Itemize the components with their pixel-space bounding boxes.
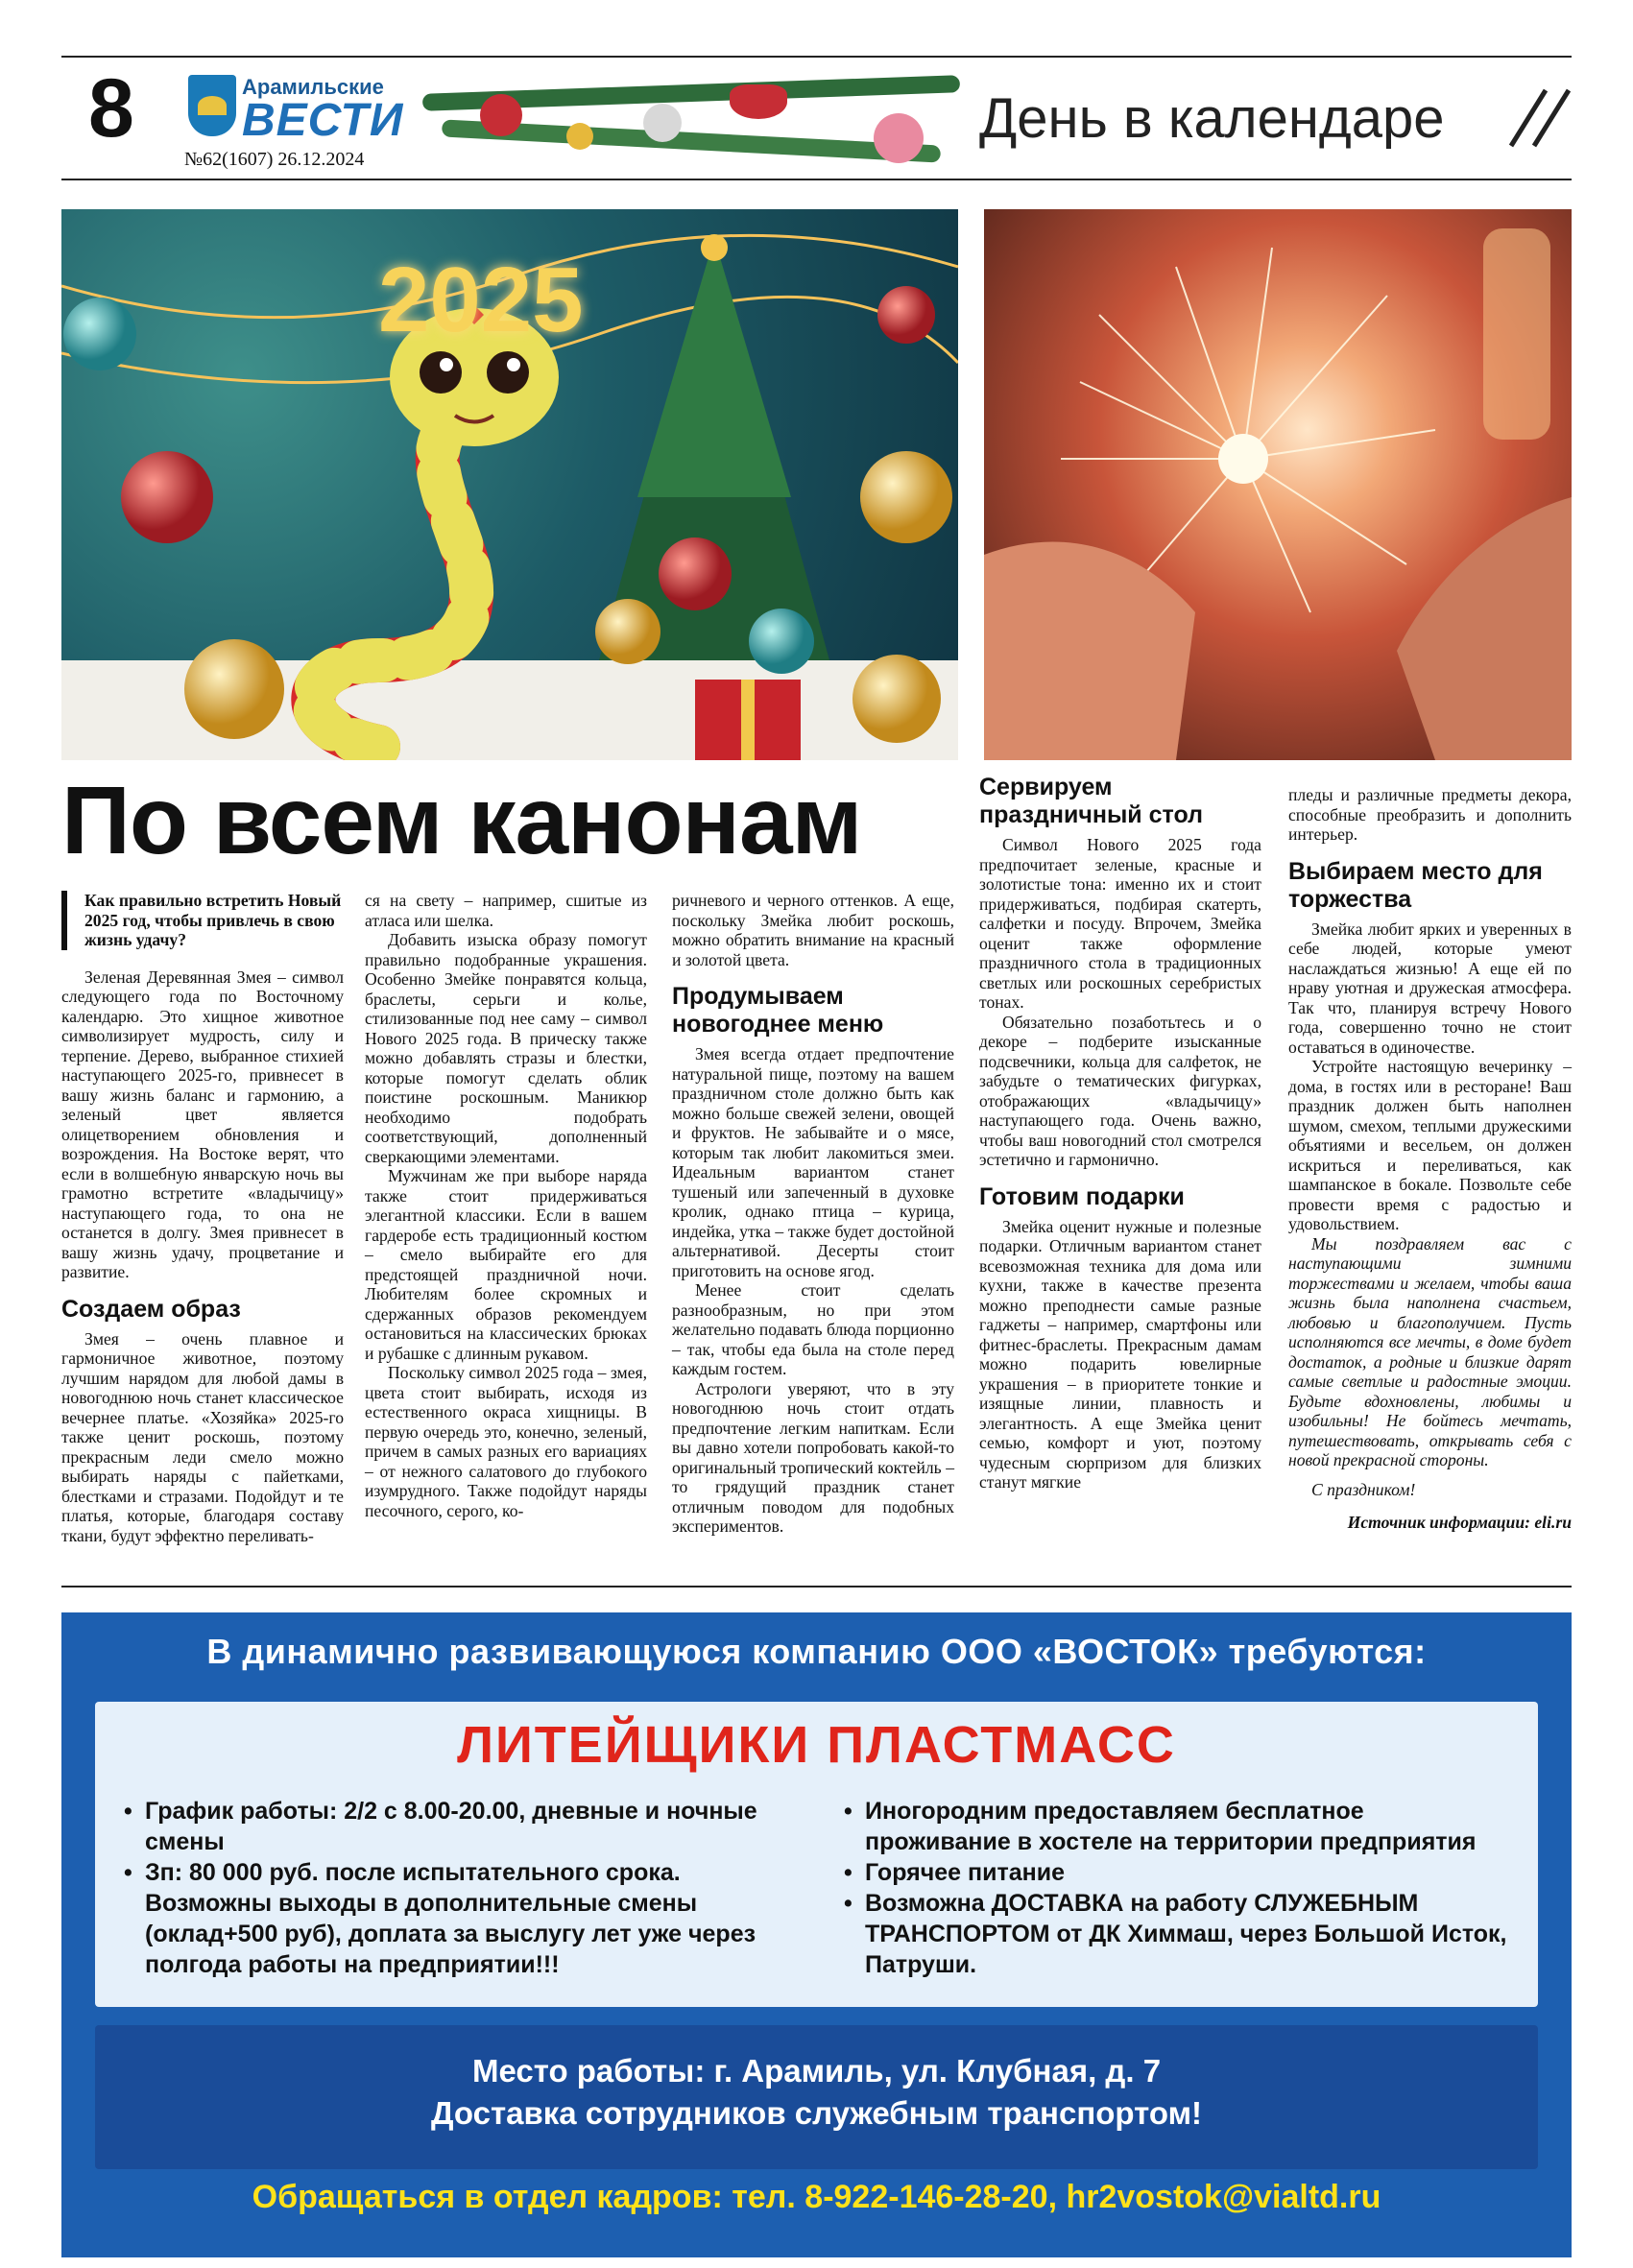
subheading-menu: Продумываем новогоднее меню (672, 983, 884, 1038)
paragraph: пледы и различные предметы декора, способные преобразить и дополнить интерьер. (1288, 785, 1572, 844)
paragraph: Зеленая Деревянная Змея – символ следующего года по Восточному календарю. Это хищное животное символизирует мудрость, силу и терпение. Дерево, выбранное стихией наступающего 2025-го, привнесет в вашу жизнь баланс и гармонию, а зеленый цвет является олицетворением обновления и возрождения. На Востоке верят, что если в волшебную январскую ночь вы грамотно встретите «владычицу» наступающего года, то она не останется в долгу. Змея привнесет в вашу жизнь удачу, процветание и развитие. (61, 967, 344, 1281)
ad-info-panel (95, 1702, 1538, 2007)
ad-headline: В динамично развивающуюся компанию ООО «ВОСТОК» требуются: (206, 1632, 1427, 1671)
ad-delivery: Доставка сотрудников служебным транспортом! (430, 2095, 1202, 2131)
article-lead: Как правильно встретить Новый 2025 год, чтобы привлечь в свою жизнь удачу? (61, 891, 344, 950)
ad-location-box (95, 2025, 1538, 2169)
sparkler-photo (984, 209, 1572, 760)
paragraph: Поскольку символ 2025 года – змея, цвета стоит выбирать, исходя из естественного окраса хищницы. В первую очередь это, конечно, зеленый, причем в самых разных его вариациях – от нежного салатового до глубокого изумрудного. Также подойдут наряды песочного, серого, ко- (365, 1363, 647, 1520)
paragraph: Добавить изыска образу помогут правильно подобранные украшения. Особенно Змейке понравятся кольца, браслеты, серьги и колье, стилизованные под нее саму – символ Нового 2025 года. В прическу также можно добавлять стразы и блестки, которые помогут сделать облик поистине роскошным. Маникюр необходимо подобрать соответствующий, дополненный сверкающими элементами. (365, 930, 647, 1166)
greeting-closing: С праздником! (1311, 1479, 1416, 1499)
paragraph: ричневого и черного оттенков. А еще, поскольку Змейка любит роскошь, можно обратить внимание на красный и золотой цвета. (672, 891, 954, 969)
top-rule (61, 56, 1572, 58)
ad-conditions-left (124, 1796, 777, 1980)
sparkler-art (984, 209, 1572, 760)
brand-small: Арамильские (242, 75, 384, 99)
source-credit: Источник информации: eli.ru (1347, 1513, 1572, 1532)
year-lights-text: 2025 (378, 249, 584, 351)
list-item: • Горячее питание (844, 1857, 1516, 1888)
paragraph: Змейка любит ярких и уверенных в себе людей, которые умеют наслаждаться жизнью! А еще ей по нраву уютная и дружеская атмосфера. Так что, планируя встречу Нового года, совершенно точно не стоит оставаться в одиночестве. (1288, 919, 1572, 1057)
list-item: • График работы: 2/2 с 8.00-20.00, дневные и ночные смены (124, 1796, 777, 1857)
double-slash-icon (1507, 88, 1574, 148)
article-column-3 (672, 891, 954, 1537)
article-title: По всем канонам (61, 767, 862, 874)
paragraph: Менее стоит сделать разнообразным, но при этом желательно подавать блюда порционно – так, чтобы еда была на столе перед каждым гостем. (672, 1280, 954, 1378)
greeting-paragraph: Мы поздравляем вас с наступающими зимними торжествами и желаем, чтобы ваша жизнь была наполнена счастьем, любовью и благополучием. Пусть исполняются все мечты, в доме будет достаток, а родные и близкие дарят самые светлые и радостные эмоции. Будьте вдохновлены, любимы и изобильны! Не бойтесь мечтать, путешествовать, открывать себя с новой прекрасной стороны. (1288, 1233, 1572, 1469)
ad-separator-rule (61, 1586, 1572, 1588)
brand-big: ВЕСТИ (242, 95, 404, 146)
article-column-1 (61, 891, 344, 1545)
ad-conditions-right (844, 1796, 1516, 1980)
paragraph: ся на свету – например, сшитые из атласа или шелка. (365, 891, 647, 930)
article-column-5 (1288, 785, 1572, 1533)
paragraph: Обязательно позаботьтесь и о декоре – подберите изысканные подсвечники, кольца для салфеток, не забудьте о тематических фигурках, отображающих «владычицу» наступающего года. Очень важно, чтобы ваш новогодний стол смотрелся эстетично и гармонично. (979, 1012, 1261, 1169)
job-advertisement (61, 1612, 1572, 2257)
paragraph: Мужчинам же при выборе наряда также стоит придерживаться элегантной классики. Если в вашем гардеробе есть традиционный костюм – смело выбирайте его для предстоящей праздничной ночи. Любителям более скромных и сдержанных образов рекомендуем остановиться на классических брюках и рубашке с длинным рукавом. (365, 1166, 647, 1363)
ad-job-title: ЛИТЕЙЩИКИ ПЛАСТМАСС (457, 1716, 1176, 1774)
header-bottom-rule (61, 179, 1572, 180)
paragraph: Змея – очень плавное и гармоничное животное, поэтому лучшим нарядом для любой дамы в новогоднюю ночь станет классическое вечернее платье. «Хозяйка» 2025-го также ценит роскошь, поэтому прекрасным леди смело можно выбирать наряды с пайетками, блестками и стразами. Подойдут и те платья, которые, благодаря составу ткани, будут эффектно переливать- (61, 1328, 344, 1545)
section-title: День в календаре (979, 87, 1445, 150)
subheading-place: Выбираем место для торжества (1288, 857, 1543, 913)
paragraph: Змея всегда отдает предпочтение натуральной пище, поэтому на вашем праздничном столе должно быть как можно больше свежей зелени, овощей и фруктов. Не забывайте и о мясе, которым так любит лакомиться змеи. Идеальным вариантом станет тушеный или запеченный в духовке кролик, однако птица – курица, индейка, утка – также будет достойной альтернативой. Десерты стоит приготовить на основе ягод. (672, 1044, 954, 1280)
article-column-4 (979, 774, 1261, 1492)
article-column-2 (365, 891, 647, 1520)
subheading-obraz: Создаем образ (61, 1295, 241, 1323)
snake-christmas-illustration (61, 209, 958, 760)
paragraph: Устройте настоящую вечеринку – дома, в гостях или в ресторане! Ваш праздник должен быть наполнен шумом, смехом, теплыми дружескими объятиями и весельем, он должен искриться и переливаться, как шампанское в бокале. Позвольте себе провести время с радостью и удовольствием. (1288, 1057, 1572, 1233)
list-item: • Иногородним предоставляем бесплатное проживание в хостеле на территории предприятия (844, 1796, 1516, 1857)
subheading-table: Сервируем праздничный стол (979, 774, 1203, 828)
issue-info: №62(1607) 26.12.2024 (184, 149, 365, 170)
paragraph: Символ Нового 2025 года предпочитает зеленые, красные и золотистые тона: именно их и стоит придерживаться, подбирая скатерть, салфетки и посуду. Впрочем, Змейка оценит также оформление праздничного стола в традиционных светлых или роскошных серебристых тонах. (979, 835, 1261, 1012)
ad-contact: Обращаться в отдел кадров: тел. 8-922-146-28-20, hr2vostok@vialtd.ru (252, 2179, 1381, 2215)
paragraph: Змейка оценит нужные и полезные подарки. Отличным вариантом станет всевозможная техника для дома или кухни, также в качестве презента можно преподнести самые разные гаджеты – например, смартфоны или фитнес-браслеты. Прекрасным дамам можно подарить ювелирные украшения – в приоритете тонкие и изящные линии, плавность и элегантность. А еще Змейка ценит семью, комфорт и уют, поэтому чудесным сюрпризом для близких станут мягкие (979, 1216, 1261, 1492)
ad-place: Место работы: г. Арамиль, ул. Клубная, д. 7 (471, 2053, 1162, 2089)
crest-icon (188, 75, 236, 136)
paragraph: Астрологи уверяют, что в эту новогоднюю ночь стоит отдать предпочтение легким напиткам. Если вы давно хотели попробовать какой-то оригинальный тропический коктейль – то грядущий праздник станет отличным поводом для подобных экспериментов. (672, 1378, 954, 1536)
list-item: • Зп: 80 000 руб. после испытательного срока. Возможны выходы в дополнительные смены (оклад+500 руб), доплата за выслугу лет уже через полгода работы на предприятии!!! (124, 1857, 777, 1980)
page-number: 8 (88, 62, 134, 155)
christmas-decoration-banner (422, 65, 960, 171)
list-item: • Возможна ДОСТАВКА на работу СЛУЖЕБНЫМ ТРАНСПОРТОМ от ДК Химмаш, через Большой Исток, Патруши. (844, 1888, 1516, 1980)
subheading-gifts: Готовим подарки (979, 1182, 1185, 1210)
